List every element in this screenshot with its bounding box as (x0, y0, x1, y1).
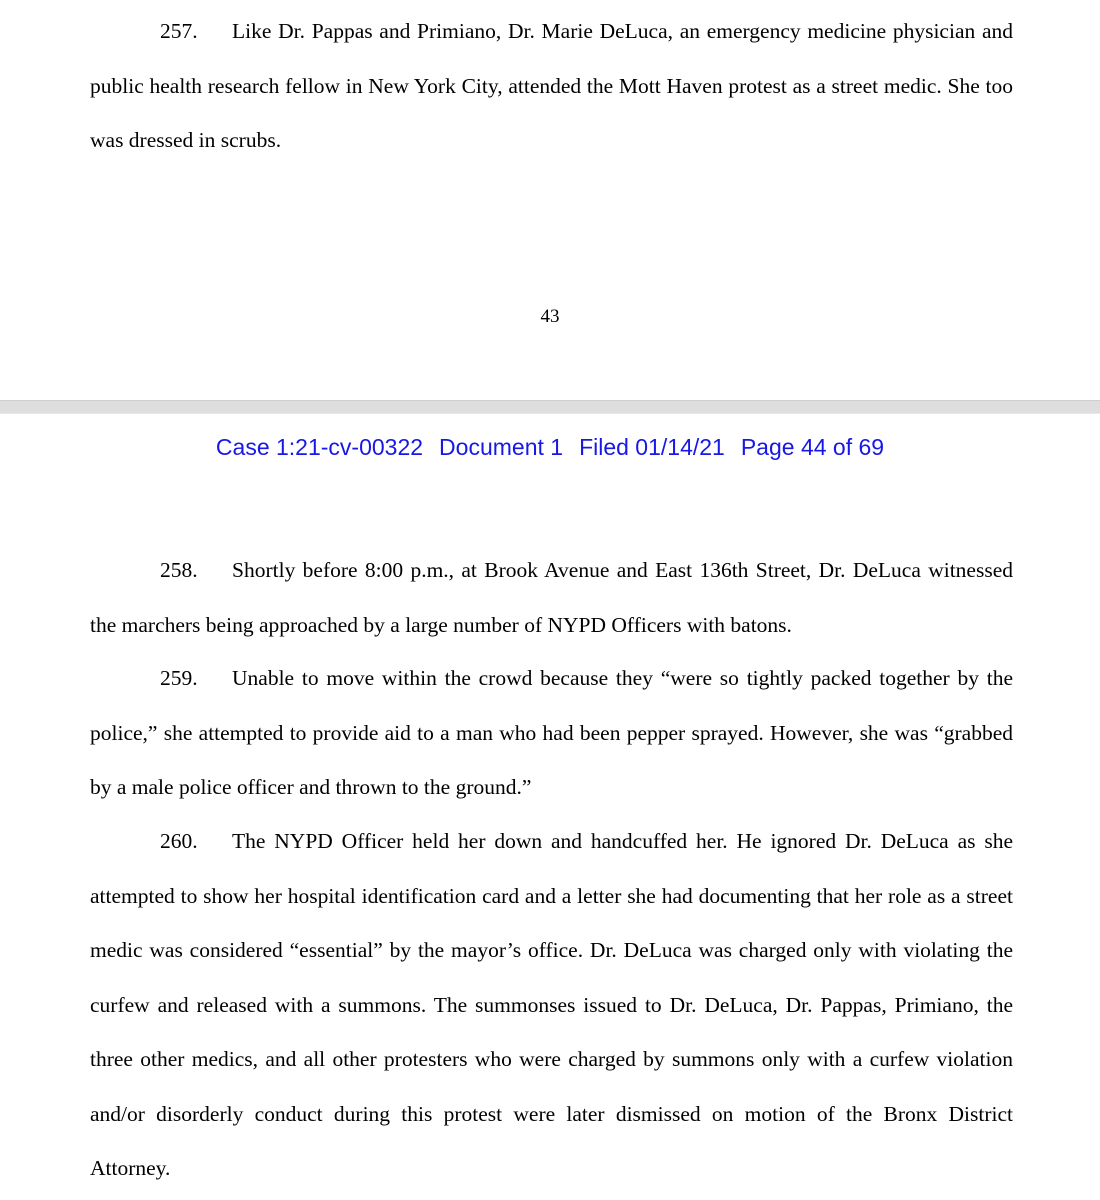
ecf-header (0, 434, 1100, 461)
ecf-filed-date: Filed 01/14/21 (579, 434, 725, 460)
paragraph-text: Unable to move within the crowd because they “were so tightly packed together by the police,” she attempted to provide aid to a man who had been pepper sprayed. However, she was “grabbed by a male police officer and thrown to the ground.” (90, 666, 1013, 799)
document-page-43 (0, 0, 1100, 400)
ecf-page: Page 44 of 69 (740, 434, 885, 460)
paragraph-text: The NYPD Officer held her down and handcuffed her. He ignored Dr. DeLuca as she attempted to show her hospital identification card and a letter she had documenting that her role as a street medic was considered “essential” by the mayor’s office. Dr. DeLuca was charged only with violating the curfew and released with a summons. The summonses issued to Dr. DeLuca, Dr. Pappas, Primiano, the three other medics, and all other protesters who were charged by summons only with a curfew violation and/or disorderly conduct during this protest were later dismissed on motion of the Bronx District Attorney. (90, 829, 1013, 1180)
paragraph-text: Like Dr. Pappas and Primiano, Dr. Marie DeLuca, an emergency medicine physician and public health research fellow in New York City, attended the Mott Haven protest as a street medic. She too was dressed in scrubs. (90, 19, 1013, 152)
paragraph-text: Shortly before 8:00 p.m., at Brook Avenue and East 136th Street, Dr. DeLuca witnessed the marchers being approached by a large number of NYPD Officers with batons. (90, 558, 1013, 637)
paragraph-number: 258. (160, 558, 198, 582)
paragraph-number: 257. (160, 19, 198, 43)
paragraph-257 (90, 4, 1013, 168)
ecf-case-number: Case 1:21-cv-00322 (215, 434, 424, 460)
page-separator (0, 400, 1100, 414)
paragraph-258 (90, 543, 1013, 652)
ecf-document: Document 1 (439, 434, 564, 460)
paragraph-260 (90, 814, 1013, 1196)
page-number: 43 (540, 306, 560, 327)
paragraph-number: 260. (160, 829, 198, 853)
paragraph-259 (90, 651, 1013, 815)
paragraph-number: 259. (160, 666, 198, 690)
